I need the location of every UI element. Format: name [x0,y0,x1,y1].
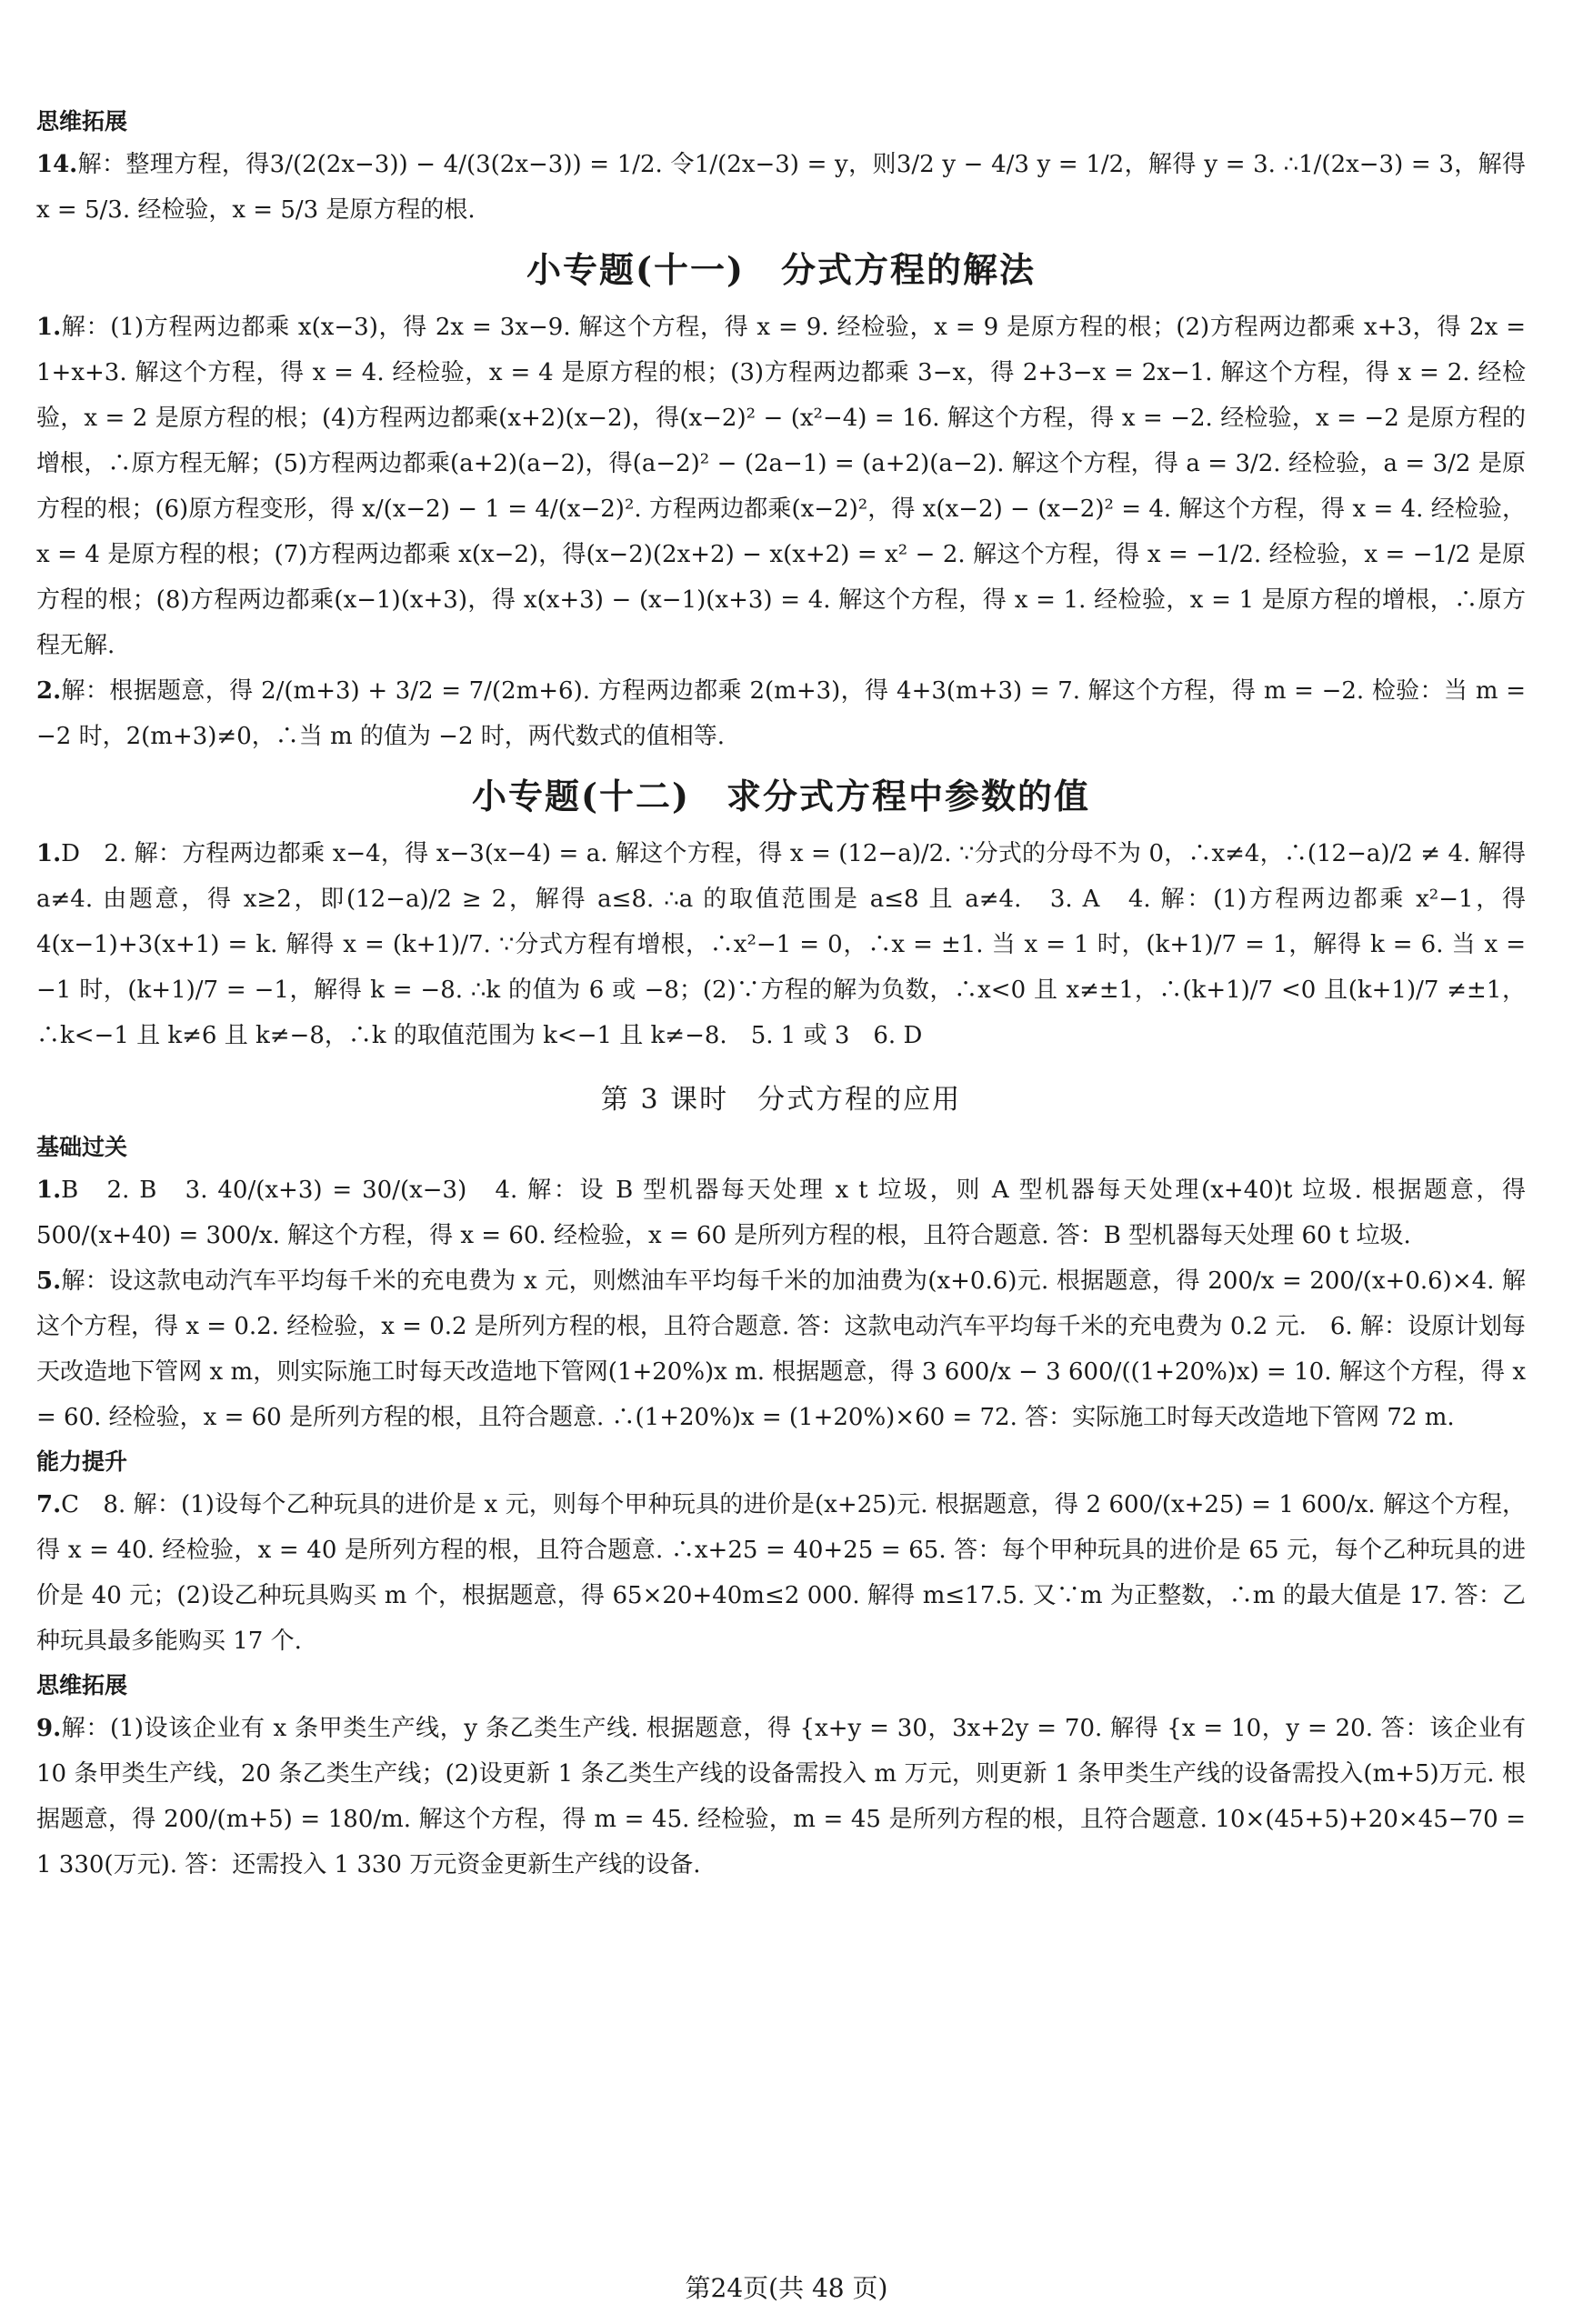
question-number: 2. [36,677,62,705]
question-number: 9. [36,1715,62,1742]
question-number: 1. [36,1177,62,1204]
answer-text: 解：(1)方程两边都乘 x(x−3)，得 2x = 3x−9. 解这个方程，得 x = 9. 经检验，x = 9 是原方程的根；(2)方程两边都乘 x+3，得 2x = 1+x+3. 解这个方程，得 x = 4. 经检验，x = 4 是原方程的根；(3)方程两边都乘 3−x，得 2+3−x = 2x−1. 解这个方程，得 x = 2. 经检验，x = 2 是原方程的根；(4)方程两边都乘(x+2)(x−2)，得(x−2)² − (x²−4) = 16. 解这个方程，得 x = −2. 经检验，x = −2 是原方程的增根，∴原方程无解；(5)方程两边都乘(a+2)(a−2)，得(a−2)² − (2a−1) = (a+2)(a−2). 解这个方程，得 a = 3/2. 经检验，a = 3/2 是原方程的根；(6)原方程变形，得 x/(x−2) − 1 = 4/(x−2)². 方程两边都乘(x−2)²，得 x(x−2) − (x−2)² = 4. 解这个方程，得 x = 4. 经检验，x = 4 是原方程的根；(7)方程两边都乘 x(x−2)，得(x−2)(2x+2) − x(x+2) = x² − 2. 解这个方程，得 x = −1/2. 经检验，x = −1/2 是原方程的根；(8)方程两边都乘(x−1)(x+3)，得 x(x+3) − (x−1)(x+3) = 4. 解这个方程，得 x = 1. 经检验，x = 1 是原方程的增根，∴原方程无解. [36,314,1526,659]
answer-paragraph [36,668,1526,759]
answer-paragraph [36,1258,1526,1440]
answer-text: B 2. B 3. 40/(x+3) = 30/(x−3) 4. 解：设 B 型机器每天处理 x t 垃圾，则 A 型机器每天处理(x+40)t 垃圾. 根据题意，得 500/(x+40) = 300/x. 解这个方程，得 x = 60. 经检验，x = 60 是所列方程的根，且符合题意. 答：B 型机器每天处理 60 t 垃圾. [36,1177,1526,1249]
question-number: 5. [36,1267,62,1295]
question-number: 1. [36,314,62,341]
topic-title: 小专题(十一) 分式方程的解法 [526,249,1036,290]
topic-title: 小专题(十二) 求分式方程中参数的值 [472,776,1090,816]
question-number: 1. [36,840,62,867]
question-number: 14. [36,151,78,178]
page-footer: 第24页(共 48 页) [685,2273,888,2303]
section-label: 思维拓展 [36,1672,128,1698]
answer-paragraph [36,305,1526,668]
answer-text: 解：整理方程，得3/(2(2x−3)) − 4/(3(2x−3)) = 1/2. 令1/(2x−3) = y，则3/2 y − 4/3 y = 1/2，解得 y = 3. ∴1/(2x−3) = 3，解得 x = 5/3. 经检验，x = 5/3 是原方程的根. [36,151,1526,224]
answer-text: 解：(1)设该企业有 x 条甲类生产线，y 条乙类生产线. 根据题意，得 {x+y = 30，3x+2y = 70. 解得 {x = 10，y = 20. 答：该企业有 10 条甲类生产线，20 条乙类生产线；(2)设更新 1 条乙类生产线的设备需投入 m 万元，则更新 1 条甲类生产线的设备需投入(m+5)万元. 根据题意，得 200/(m+5) = 180/m. 解这个方程，得 m = 45. 经检验，m = 45 是所列方程的根，且符合题意. 10×(45+5)+20×45−70 = 1 330(万元). 答：还需投入 1 330 万元资金更新生产线的设备. [36,1715,1526,1878]
answer-paragraph [36,1706,1526,1888]
answer-text: 解：设这款电动汽车平均每千米的充电费为 x 元，则燃油车平均每千米的加油费为(x+0.6)元. 根据题意，得 200/x = 200/(x+0.6)×4. 解这个方程，得 x = 0.2. 经检验，x = 0.2 是所列方程的根，且符合题意. 答：这款电动汽车平均每千米的充电费为 0.2 元. 6. 解：设原计划每天改造地下管网 x m，则实际施工时每天改造地下管网(1+20%)x m. 根据题意，得 3 600/x − 3 600/((1+20%)x) = 10. 解这个方程，得 x = 60. 经检验，x = 60 是所列方程的根，且符合题意. ∴(1+20%)x = (1+20%)×60 = 72. 答：实际施工时每天改造地下管网 72 m. [36,1267,1526,1431]
lesson-title: 第 3 课时 分式方程的应用 [600,1084,962,1116]
answer-paragraph [36,142,1526,233]
answer-text: 解：根据题意，得 2/(m+3) + 3/2 = 7/(2m+6). 方程两边都乘 2(m+3)，得 4+3(m+3) = 7. 解这个方程，得 m = −2. 检验：当 m = −2 时，2(m+3)≠0，∴当 m 的值为 −2 时，两代数式的值相等. [36,677,1526,750]
answer-paragraph [36,1482,1526,1664]
section-label: 基础过关 [36,1134,128,1160]
section-label: 能力提升 [36,1448,128,1475]
answer-paragraph [36,1167,1526,1258]
answer-text: D 2. 解：方程两边都乘 x−4，得 x−3(x−4) = a. 解这个方程，得 x = (12−a)/2. ∵分式的分母不为 0，∴x≠4，∴(12−a)/2 ≠ 4. 解得 a≠4. 由题意，得 x≥2，即(12−a)/2 ≥ 2，解得 a≤8. ∴a 的取值范围是 a≤8 且 a≠4. 3. A 4. 解：(1)方程两边都乘 x²−1，得 4(x−1)+3(x+1) = k. 解得 x = (k+1)/7. ∵分式方程有增根，∴x²−1 = 0，∴x = ±1. 当 x = 1 时，(k+1)/7 = 1，解得 k = 6. 当 x = −1 时，(k+1)/7 = −1，解得 k = −8. ∴k 的值为 6 或 −8；(2)∵方程的解为负数，∴x<0 且 x≠±1，∴(k+1)/7 <0 且(k+1)/7 ≠±1，∴k<−1 且 k≠6 且 k≠−8，∴k 的取值范围为 k<−1 且 k≠−8. 5. 1 或 3 6. D [36,840,1526,1049]
answer-text: C 8. 解：(1)设每个乙种玩具的进价是 x 元，则每个甲种玩具的进价是(x+25)元. 根据题意，得 2 600/(x+25) = 1 600/x. 解这个方程，得 x = 40. 经检验，x = 40 是所列方程的根，且符合题意. ∴x+25 = 40+25 = 65. 答：每个甲种玩具的进价是 65 元，每个乙种玩具的进价是 40 元；(2)设乙种玩具购买 m 个，根据题意，得 65×20+40m≤2 000. 解得 m≤17.5. 又∵m 为正整数，∴m 的最大值是 17. 答：乙种玩具最多能购买 17 个. [36,1491,1526,1655]
answer-paragraph [36,831,1526,1058]
question-number: 7. [36,1491,62,1518]
page-content [36,104,1526,1888]
section-label: 思维拓展 [36,108,128,135]
